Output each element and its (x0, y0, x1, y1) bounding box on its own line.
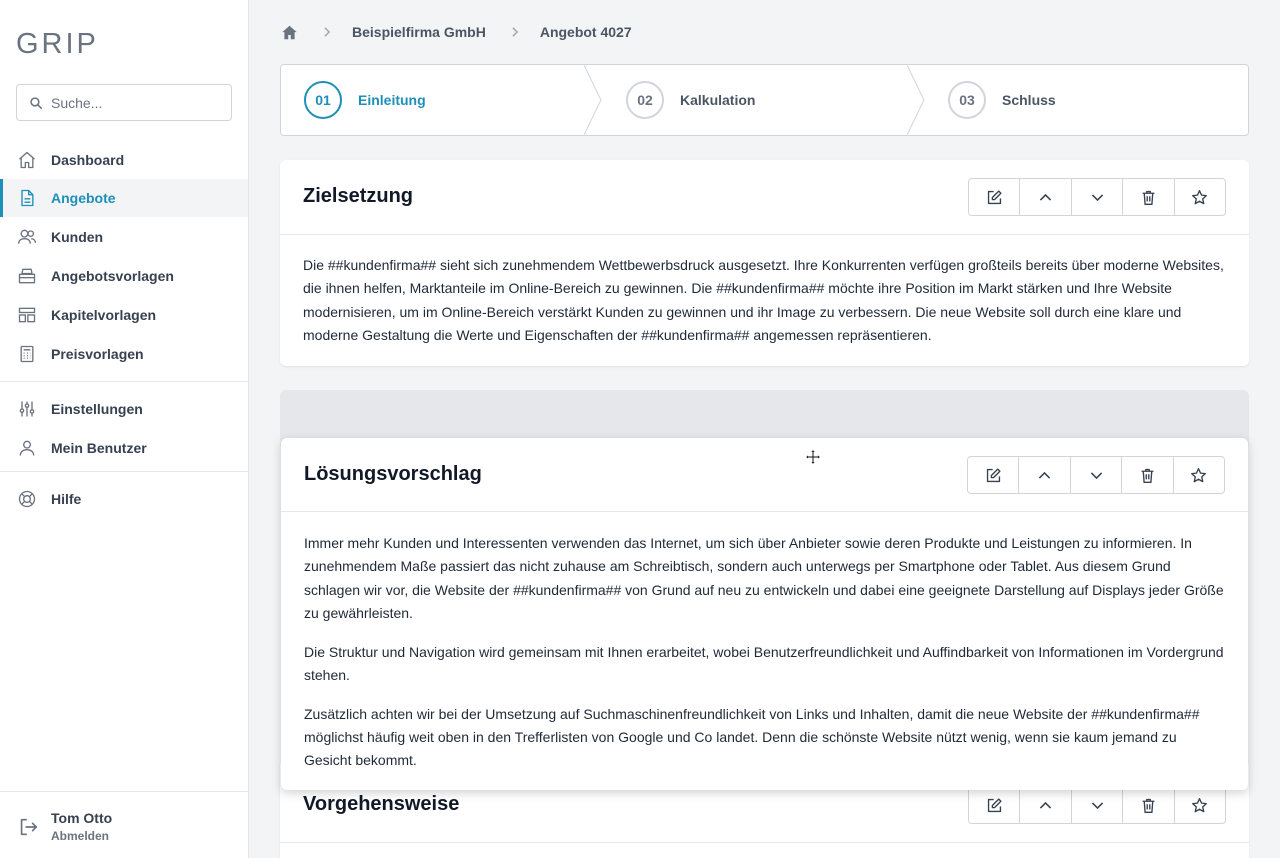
search-icon (29, 96, 43, 110)
sidebar-item-kunden[interactable] (0, 218, 248, 256)
trash-icon (1139, 467, 1156, 484)
users-icon (17, 227, 37, 247)
step-number: 02 (626, 81, 664, 119)
search-input[interactable] (51, 95, 221, 111)
step-schluss[interactable] (948, 65, 1056, 135)
sidebar-item-label: Dashboard (51, 152, 125, 168)
user-name: Tom Otto (51, 810, 113, 826)
sidebar-divider (0, 471, 248, 472)
delete-button[interactable] (1122, 457, 1173, 493)
section-title: Vorgehensweise (303, 793, 460, 815)
step-kalkulation[interactable] (626, 65, 755, 135)
trash-icon (1140, 797, 1157, 814)
trash-icon (1140, 189, 1157, 206)
sidebar-item-dashboard[interactable] (0, 141, 248, 179)
sidebar-item-mein-benutzer[interactable] (0, 429, 248, 467)
sidebar-item-label: Angebote (51, 190, 116, 206)
step-number: 03 (948, 81, 986, 119)
sliders-icon (17, 399, 37, 419)
logout-icon[interactable] (17, 816, 39, 838)
section-paragraph: Zusätzlich achten wir bei der Umsetzung auf Suchmaschinenfreundlichkeit von Links und Inhalten, damit die neue Website der ##kundenfirma## möglichst häufig weit oben in den Trefferlisten von Google und Co landet. Denn die schönste Website nützt wenig, wenn sie kaum jemand zu Gesicht bekommt. (304, 705, 1200, 769)
calculator-icon (17, 344, 37, 364)
breadcrumb-offer[interactable]: Angebot 4027 (539, 24, 632, 40)
step-einleitung[interactable] (304, 65, 426, 135)
app-logo[interactable]: GRIP (16, 28, 99, 60)
star-icon (1191, 189, 1208, 206)
edit-button[interactable] (969, 179, 1020, 215)
step-navigation (280, 64, 1249, 136)
star-icon (1190, 467, 1207, 484)
move-up-button[interactable] (1020, 179, 1071, 215)
home-icon (17, 150, 37, 170)
sidebar-item-angebotsvorlagen[interactable] (0, 257, 248, 295)
favorite-button[interactable] (1175, 179, 1225, 215)
section-toolbar (967, 456, 1225, 494)
sidebar-item-label: Kapitelvorlagen (51, 307, 157, 323)
lifebuoy-icon (17, 489, 37, 509)
step-label: Kalkulation (680, 92, 756, 108)
archive-icon (17, 266, 37, 286)
section-body (303, 254, 1225, 363)
step-label: Schluss (1002, 92, 1056, 108)
sidebar-item-label: Preisvorlagen (51, 346, 144, 362)
move-up-button[interactable] (1019, 457, 1070, 493)
delete-button[interactable] (1123, 787, 1174, 823)
section-title: Zielsetzung (303, 185, 414, 207)
document-icon (17, 188, 37, 208)
edit-icon (986, 189, 1003, 206)
step-label: Einleitung (358, 92, 426, 108)
sidebar-item-label: Hilfe (51, 491, 82, 507)
chevron-up-icon (1037, 189, 1054, 206)
sidebar-item-label: Mein Benutzer (51, 440, 147, 456)
sidebar-item-einstellungen[interactable] (0, 390, 248, 428)
search-box[interactable] (16, 84, 232, 121)
sidebar-divider (0, 381, 248, 382)
sidebar-item-kapitelvorlagen[interactable] (0, 296, 248, 334)
section-loesungsvorschlag[interactable] (281, 438, 1248, 790)
sidebar-item-angebote[interactable] (0, 179, 248, 217)
move-down-button[interactable] (1072, 179, 1123, 215)
sidebar-item-label: Einstellungen (51, 401, 143, 417)
template-icon (17, 305, 37, 325)
favorite-button[interactable] (1175, 787, 1225, 823)
chevron-up-icon (1037, 797, 1054, 814)
chevron-down-icon (1089, 797, 1106, 814)
step-separator (584, 65, 604, 135)
edit-icon (985, 467, 1002, 484)
sidebar-item-preisvorlagen[interactable] (0, 335, 248, 373)
favorite-button[interactable] (1174, 457, 1224, 493)
section-zielsetzung (280, 160, 1249, 366)
star-icon (1191, 797, 1208, 814)
step-number: 01 (304, 81, 342, 119)
edit-icon (986, 797, 1003, 814)
edit-button[interactable] (968, 457, 1019, 493)
sidebar-item-hilfe[interactable] (0, 480, 248, 518)
chevron-up-icon (1036, 467, 1053, 484)
edit-button[interactable] (969, 787, 1020, 823)
section-toolbar (968, 178, 1226, 216)
sidebar-item-label: Angebotsvorlagen (51, 268, 174, 284)
home-icon[interactable] (281, 24, 298, 41)
section-paragraph: Die Struktur und Navigation wird gemeinsam mit Ihnen erarbeitet, wobei Benutzerfreundlichkeit und Auffindbarkeit von Informationen im Vordergrund stehen. (304, 643, 1224, 683)
chevron-down-icon (1088, 467, 1105, 484)
step-separator (907, 65, 927, 135)
logout-link[interactable]: Abmelden (51, 829, 110, 843)
sidebar (0, 0, 249, 858)
move-up-button[interactable] (1020, 787, 1071, 823)
chevron-right-icon (508, 25, 522, 39)
user-icon (17, 438, 37, 458)
section-toolbar (968, 786, 1226, 824)
chevron-right-icon (320, 25, 334, 39)
user-panel (0, 791, 248, 858)
chevron-down-icon (1089, 189, 1106, 206)
move-down-button[interactable] (1072, 787, 1123, 823)
section-title: Lösungsvorschlag (304, 463, 482, 485)
breadcrumb (281, 22, 632, 42)
section-body (304, 532, 1224, 788)
section-paragraph: Immer mehr Kunden und Interessenten verwenden das Internet, um sich über Anbieter sowie deren Produkte und Leistungen zu informieren. In zunehmendem Maße passiert das nicht zuhause am Schreibtisch, sondern auch unterwegs per Smartphone oder Tablet. Aus diesem Grund schlagen wir vor, die Website der ##kundenfirma## von Grund auf neu zu entwickeln und dabei eine geeignete Darstellung auf Displays jeder Größe zu gewährleisten. (304, 535, 1224, 621)
delete-button[interactable] (1123, 179, 1174, 215)
breadcrumb-company[interactable]: Beispielfirma GmbH (352, 24, 486, 40)
section-paragraph: Die ##kundenfirma## sieht sich zunehmendem Wettbewerbsdruck ausgesetzt. Ihre Konkurrenten verfügen großteils bereits über moderne Websites, die ihnen helfen, Marktanteile im Online-Bereich zu gewinnen. Die ##kundenfirma## möchte ihre Position im Markt stärken und Ihre Website modernisieren, um im Online-Bereich verstärkt Kunden zu gewinnen und ihr Image zu verbessern. Die neue Website soll durch eine klare und moderne Gestaltung die Werte und Eigenschaften der ##kundenfirma## angemessen repräsentieren. (303, 257, 1224, 343)
move-cursor-icon (805, 449, 821, 465)
move-down-button[interactable] (1071, 457, 1122, 493)
section-header (281, 438, 1248, 512)
sidebar-item-label: Kunden (51, 229, 104, 245)
section-header (280, 160, 1249, 235)
